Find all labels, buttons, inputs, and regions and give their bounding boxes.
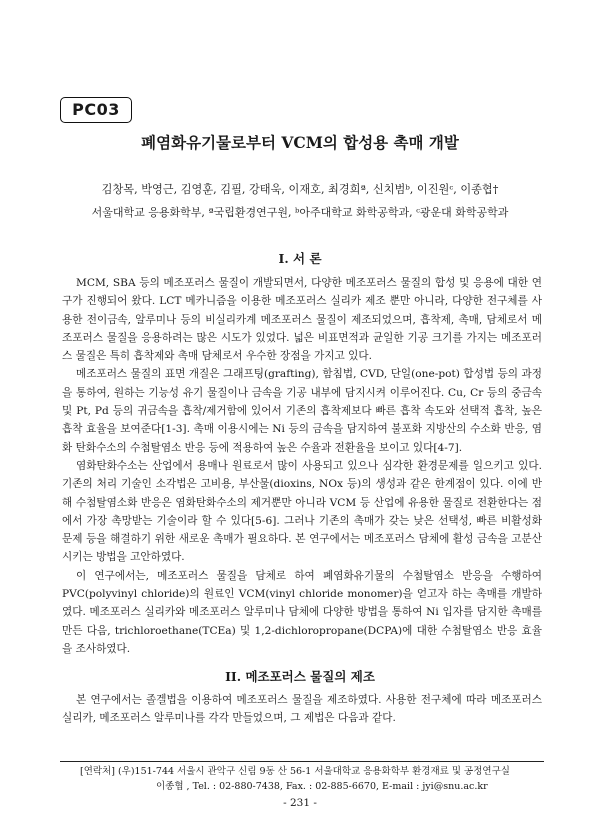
contact-footer [80, 764, 550, 794]
page-number: - 231 - [283, 797, 317, 809]
contact-address: [연락처] (우)151-744 서울시 관악구 신림 9동 산 56-1 서울대학교 응용화학부 환경재료 및 공정연구실 [80, 766, 510, 777]
preparation-body [62, 691, 542, 728]
section-heading-intro: I. 서 론 [278, 251, 322, 266]
intro-body [62, 274, 542, 658]
footer-divider [60, 761, 544, 762]
contact-details: 이종협 , Tel. : 02-880-7438, Fax. : 02-885-6670, E-mail : jyi@snu.ac.kr [156, 781, 488, 792]
preparation-paragraph-1: 본 연구에서는 졸겔법을 이용하여 메조포러스 물질을 제조하였다. 사용한 전구체에 따라 메조포러스 실리카, 메조포러스 알루미나를 각각 만들었으며, 그 제법은 다음과 같다. [62, 694, 542, 725]
intro-paragraph-3: 염화탄화수소는 산업에서 용매나 원료로서 많이 사용되고 있으나 심각한 환경문제를 일으키고 있다. 기존의 처리 기술인 소각법은 고비용, 부산물(dioxins, NOx 등)의 생성과 같은 한계점이 있다. 이에 반해 수첨탈염소화 반응은 염화탄화수소의 제거뿐만 아니라 VCM 등 산업에 유용한 물질로 전환한다는 점에서 가장 촉망받는 기술이라 할 수 있다[5-6]. 그러나 기존의 촉매가 갖는 낮은 선택성, 빠른 비활성화 문제 등을 해결하기 위한 새로운 촉매가 필요하다. 본 연구에서는 메조포러스 담체에 활성 금속을 고분산시키는 방법을 고안하였다. [62, 459, 542, 564]
intro-paragraph-1: MCM, SBA 등의 메조포러스 물질이 개발되면서, 다양한 메조포러스 물질의 합성 및 응용에 대한 연구가 진행되어 왔다. LCT 메카니즘을 이용한 메조포러스 실리카 제조 뿐만 아니라, 다양한 전구체를 사용한 전이금속, 알루미나 등의 비실리카계 메조포러스 물질이 제조되었으며, 흡착제, 촉매, 담체로서 메조포러스 물질을 응용하려는 많은 시도가 있었다. 넓은 비표면적과 균일한 기공 크기를 가지는 메조포러스 물질은 특히 흡착제와 촉매 담체로서 우수한 장점을 가지고 있다. [62, 277, 542, 363]
paper-title: 폐염화유기물로부터 VCM의 합성용 촉매 개발 [141, 133, 459, 152]
section-heading-preparation: II. 메조포러스 물질의 제조 [225, 669, 375, 684]
affiliation-list: 서울대학교 응용화학부, ª국립환경연구원, ᵇ아주대학교 화학공학과, ᶜ광운대 화학공학과 [91, 206, 509, 219]
author-list: 김창목, 박영근, 김영훈, 김필, 강태욱, 이재호, 최경희ª, 신치범ᵇ, 이진원ᶜ, 이종협† [101, 183, 499, 196]
intro-paragraph-2: 메조포러스 물질의 표면 개질은 그래프팅(grafting), 함침법, CVD, 단일(one-pot) 합성법 등의 과정을 통하여, 원하는 기능성 유기 물질이나 금속을 기공 내부에 담지시켜 이루어진다. Cu, Cr 등의 중금속 및 Pt, Pd 등의 귀금속을 흡착/제거함에 있어서 기존의 흡착제보다 빠른 흡착 속도와 선택적 흡착, 높은 흡착 효율을 보여준다[1-3]. 촉매 이용시에는 Ni 등의 금속을 담지하여 불포화 지방산의 수소화 반응, 염화 탄화수소의 수첨탈염소 반응 등에 적용하여 높은 수율과 전환율을 보이고 있다[4-7]. [62, 368, 542, 454]
intro-paragraph-4: 이 연구에서는, 메조포러스 물질을 담체로 하여 폐염화유기물의 수첨탈염소 반응을 수행하여 PVC(polyvinyl chloride)의 원료인 VCM(vinyl chloride monomer)을 얻고자 하는 촉매를 개발하였다. 메조포러스 실리카와 메조포러스 알루미나 담체에 다양한 방법을 통하여 Ni 입자를 담지한 촉매를 만든 다음, trichloroethane(TCEa) 및 1,2-dichloropropane(DCPA)에 대한 수첨탈염소 반응 효율을 조사하였다. [62, 569, 542, 655]
paper-code-tag: PC03 [60, 97, 132, 123]
